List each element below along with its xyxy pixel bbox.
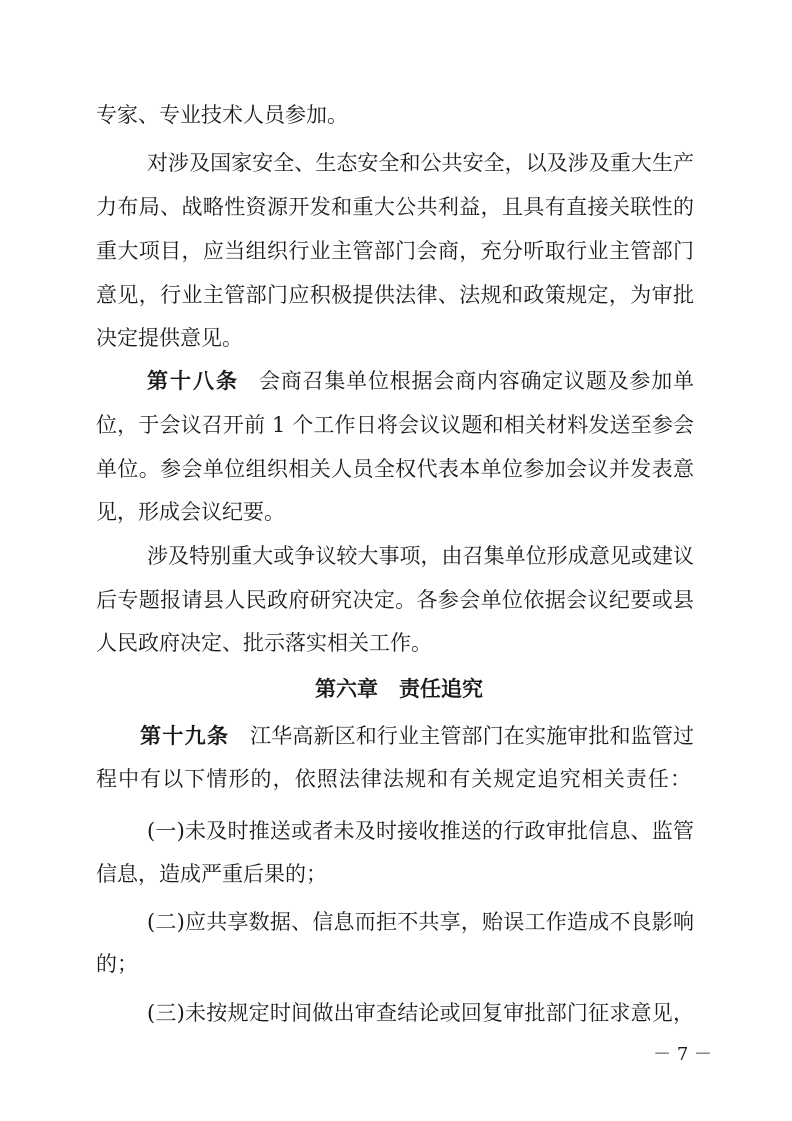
text-line: 位，于会议召开前 1 个工作日将会议议题和相关材料发送至参会 [96,413,694,437]
text-line: 信息，造成严重后果的； [96,862,327,886]
text-line: (二)应共享数据、信息而拒不共享，贻误工作造成不良影响 [147,910,694,934]
text-line: (一)未及时推送或者未及时接收推送的行政审批信息、监管 [147,819,694,843]
text-line: 涉及特别重大或争议较大事项，由召集单位形成意见或建议 [147,544,694,568]
text-line: 会商召集单位根据会商内容确定议题及参加单 [259,369,694,393]
text-line: 人民政府决定、批示落实相关工作。 [96,631,432,655]
paragraph-line [0,278,792,312]
article-19-line [0,719,792,753]
page-number: － 7 － [653,1044,712,1065]
text-line: 单位。参会单位组织相关人员全权代表本单位参加会议并发表意 [96,457,694,481]
text-line: 后专题报请县人民政府研究决定。各参会单位依据会议纪要或县 [96,588,694,612]
chapter-heading: 第六章 责任追究 [315,676,483,701]
text-line: 决定提供意见。 [96,326,243,350]
list-item-line [0,857,792,891]
chapter-heading-row [0,672,792,706]
paragraph-line [0,98,792,132]
paragraph-line [0,452,792,486]
text-line: 见，形成会议纪要。 [96,500,285,524]
text-line: 的； [96,952,138,976]
list-item-line [0,996,792,1030]
paragraph-line [0,495,792,529]
paragraph-line [0,626,792,660]
article-label: 第十八条 [147,368,237,393]
text-line: 程中有以下情形的，依照法律法规和有关规定追究相关责任： [96,767,691,791]
article-label: 第十九条 [140,723,228,748]
text-line: 对涉及国家安全、生态安全和公共安全，以及涉及重大生产 [147,151,694,175]
paragraph-line [0,146,792,180]
list-item-line [0,905,792,939]
paragraph-line [0,583,792,617]
text-line: 力布局、战略性资源开发和重大公共利益，且具有直接关联性的 [96,195,694,219]
text-line: 意见，行业主管部门应积极提供法律、法规和政策规定，为审批 [96,283,694,307]
paragraph-line [0,408,792,442]
paragraph-line [0,321,792,355]
text-line: 专家、专业技术人员参加。 [96,103,348,127]
paragraph-line [0,539,792,573]
article-18-line [0,364,792,398]
text-line: (三)未按规定时间做出审查结论或回复审批部门征求意见， [147,1001,694,1025]
text-line: 江华高新区和行业主管部门在实施审批和监管过 [250,724,694,748]
paragraph-line [0,190,792,224]
text-line: 重大项目，应当组织行业主管部门会商，充分听取行业主管部门 [96,239,694,263]
paragraph-line [0,234,792,268]
list-item-line [0,947,792,981]
list-item-line [0,814,792,848]
paragraph-line [0,762,792,796]
